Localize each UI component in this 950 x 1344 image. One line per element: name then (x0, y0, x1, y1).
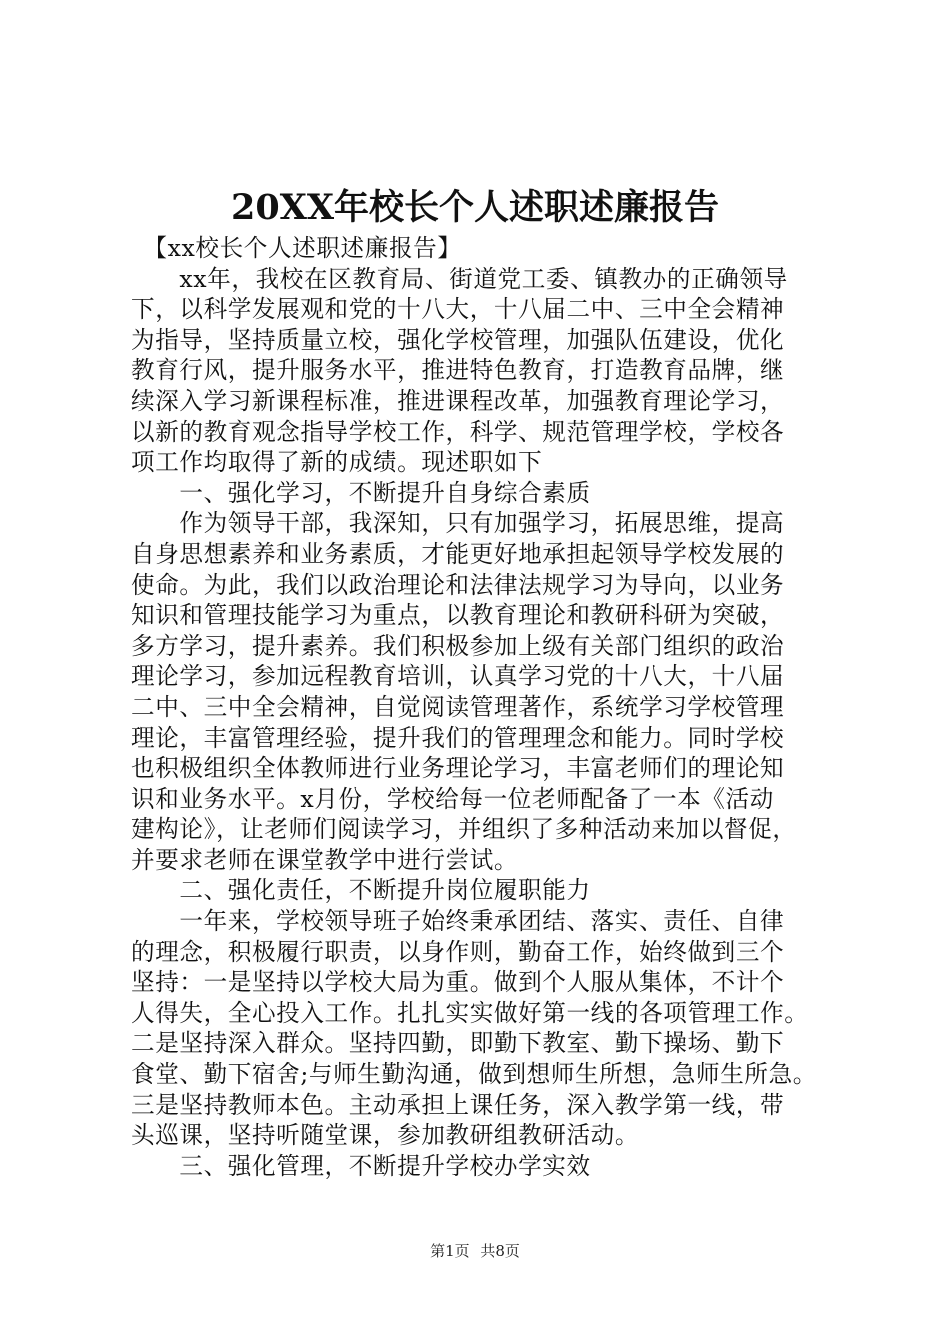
text-line: 教育行风，提升服务水平，推进特色教育，打造教育品牌，继 (131, 356, 785, 385)
text-line: 头巡课，坚持听随堂课，参加教研组教研活动。 (131, 1121, 640, 1150)
text-line: 为指导，坚持质量立校，强化学校管理，加强队伍建设，优化 (131, 325, 785, 354)
text-line: 食堂、勤下宿舍;与师生勤沟通，做到想师生所想，急师生所急。 (131, 1060, 817, 1089)
document-body (131, 233, 831, 1181)
text-line: 坚持：一是坚持以学校大局为重。做到个人服从集体，不计个 (131, 968, 785, 997)
text-line: 二中、三中全会精神，自觉阅读管理著作，系统学习学校管理 (131, 692, 785, 721)
text-line: 一年来，学校领导班子始终秉承团结、落实、责任、自律 (131, 907, 785, 936)
page-total: 共8页 (480, 1242, 520, 1260)
text-line: 理论学习，参加远程教育培训，认真学习党的十八大，十八届 (131, 662, 785, 691)
text-line: 的理念，积极履行职责，以身作则，勤奋工作，始终做到三个 (131, 937, 785, 966)
text-line: 一、强化学习，不断提升自身综合素质 (131, 478, 591, 507)
text-line: 二是坚持深入群众。坚持四勤，即勤下教室、勤下操场、勤下 (131, 1029, 785, 1058)
text-line: 识和业务水平。x月份，学校给每一位老师配备了一本《活动 (131, 784, 774, 813)
text-line: xx年，我校在区教育局、街道党工委、镇教办的正确领导 (131, 264, 788, 293)
text-line: 也积极组织全体教师进行业务理论学习，丰富老师们的理论知 (131, 754, 785, 783)
text-line: 建构论》，让老师们阅读学习，并组织了多种活动来加以督促， (131, 815, 797, 844)
text-line: 人得失，全心投入工作。扎扎实实做好第一线的各项管理工作。 (131, 998, 809, 1027)
text-line: 自身思想素养和业务素质，才能更好地承担起领导学校发展的 (131, 539, 785, 568)
document-title: 20XX年校长个人述职述廉报告 (230, 187, 720, 228)
text-line: 并要求老师在课堂教学中进行尝试。 (131, 845, 519, 874)
page-number: 第1页 (430, 1242, 470, 1260)
text-line: 项工作均取得了新的成绩。现述职如下 (131, 448, 543, 477)
text-line: 以新的教育观念指导学校工作，科学、规范管理学校，学校各 (131, 417, 785, 446)
text-line: 理论，丰富管理经验，提升我们的管理理念和能力。同时学校 (131, 723, 785, 752)
text-line: 续深入学习新课程标准，推进课程改革，加强教育理论学习， (131, 386, 785, 415)
text-line: 【xx校长个人述职述廉报告】 (131, 234, 462, 262)
text-line: 三、强化管理，不断提升学校办学实效 (131, 1151, 591, 1180)
page-footer (0, 1241, 950, 1261)
text-line: 使命。为此，我们以政治理论和法律法规学习为导向，以业务 (131, 570, 785, 599)
text-line: 二、强化责任，不断提升岗位履职能力 (131, 876, 591, 905)
text-line: 知识和管理技能学习为重点，以教育理论和教研科研为突破， (131, 601, 785, 630)
text-line: 作为领导干部，我深知，只有加强学习，拓展思维，提高 (131, 509, 785, 538)
text-line: 下，以科学发展观和党的十八大，十八届二中、三中全会精神 (131, 295, 785, 324)
text-line: 三是坚持教师本色。主动承担上课任务，深入教学第一线，带 (131, 1090, 785, 1119)
text-line: 多方学习，提升素养。我们积极参加上级有关部门组织的政治 (131, 631, 785, 660)
